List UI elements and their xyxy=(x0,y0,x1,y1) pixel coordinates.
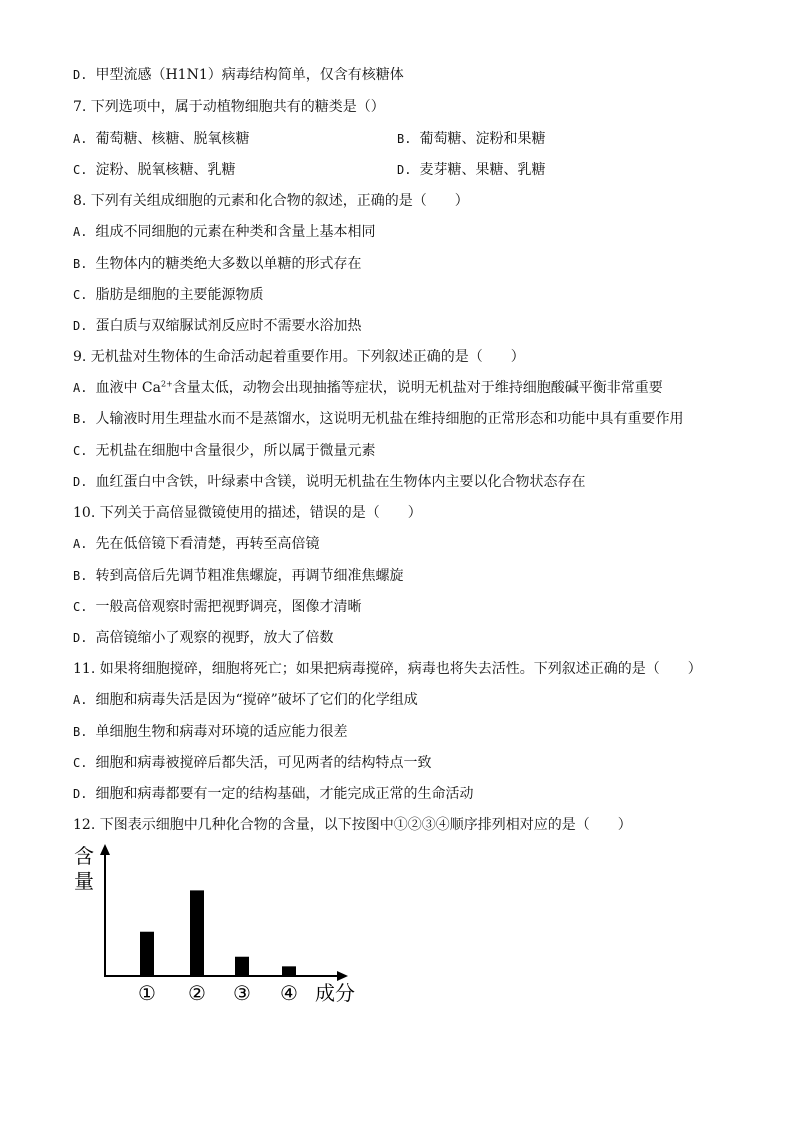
y-axis-label-char-2: 量 xyxy=(74,869,94,893)
question-9-option-a: A. 血液中 $Ca^{2+}$含量太低，动物会出现抽搐等症状，说明无机盐对于维持细胞酸碱平衡非常重要 xyxy=(73,379,663,396)
y-axis-label-char-1: 含 xyxy=(74,844,94,868)
x-tick-label-4: ④ xyxy=(280,981,298,1005)
question-10-option-a: A. 先在低倍镜下看清楚，再转至高倍镜 xyxy=(73,536,320,552)
question-8-option-d: D. 蛋白质与双缩脲试剂反应时不需要水浴加热 xyxy=(73,318,362,334)
question-11-stem: 11. 如果将细胞搅碎，细胞将死亡；如果把病毒搅碎，病毒也将失去活性。下列叙述正确的是（ ） xyxy=(73,661,702,677)
question-11-option-d: D. 细胞和病毒都要有一定的结构基础，才能完成正常的生命活动 xyxy=(73,786,474,802)
y-axis-arrow xyxy=(100,844,110,855)
x-tick-label-3: ③ xyxy=(233,981,251,1005)
bars-group xyxy=(140,890,296,975)
question-12-stem: 12. 下图表示细胞中几种化合物的含量，以下按图中①②③④顺序排列相对应的是（ ） xyxy=(73,817,632,833)
question-9-option-b: B. 人输液时用生理盐水而不是蒸馏水，这说明无机盐在维持细胞的正常形态和功能中具有重要作用 xyxy=(73,411,684,427)
x-tick-label-2: ② xyxy=(188,981,206,1005)
question-10-option-c: C. 一般高倍观察时需把视野调亮，图像才清晰 xyxy=(73,599,362,615)
question-9-stem: 9. 无机盐对生物体的生命活动起着重要作用。下列叙述正确的是（ ） xyxy=(73,349,525,365)
bar-2 xyxy=(190,890,204,975)
question-8-option-c: C. 脂肪是细胞的主要能源物质 xyxy=(73,287,264,303)
compound-content-bar-chart xyxy=(60,840,380,1015)
question-10-stem: 10. 下列关于高倍显微镜使用的描述，错误的是（ ） xyxy=(73,505,422,521)
question-7-option-c: C. 淀粉、脱氧核糖、乳糖 xyxy=(73,162,236,178)
question-8-option-b: B. 生物体内的糖类绝大多数以单糖的形式存在 xyxy=(73,256,362,272)
x-axis-arrow xyxy=(337,971,348,981)
x-axis-label: 成分 xyxy=(315,981,355,1005)
question-6-option-d: D. 甲型流感（H1N1）病毒结构简单，仅含有核糖体 xyxy=(73,67,404,83)
question-11-option-c: C. 细胞和病毒被搅碎后都失活，可见两者的结构特点一致 xyxy=(73,755,432,771)
x-tick-labels xyxy=(138,981,298,1005)
question-7-stem: 7. 下列选项中，属于动植物细胞共有的糖类是（） xyxy=(73,99,385,115)
question-11-option-b: B. 单细胞生物和病毒对环境的适应能力很差 xyxy=(73,724,348,740)
question-8-option-a: A. 组成不同细胞的元素在种类和含量上基本相同 xyxy=(73,224,376,240)
question-8-stem: 8. 下列有关组成细胞的元素和化合物的叙述，正确的是（ ） xyxy=(73,193,469,209)
question-9-option-c: C. 无机盐在细胞中含量很少，所以属于微量元素 xyxy=(73,443,376,459)
question-7-option-b: B. 葡萄糖、淀粉和果糖 xyxy=(397,131,546,147)
bar-3 xyxy=(235,957,249,975)
question-9-option-d: D. 血红蛋白中含铁，叶绿素中含镁，说明无机盐在生物体内主要以化合物状态存在 xyxy=(73,474,586,490)
question-7-option-d: D. 麦芽糖、果糖、乳糖 xyxy=(397,162,546,178)
bar-1 xyxy=(140,932,154,975)
question-7-option-a: A. 葡萄糖、核糖、脱氧核糖 xyxy=(73,131,250,147)
x-tick-label-1: ① xyxy=(138,981,156,1005)
bar-4 xyxy=(282,966,296,975)
question-10-option-b: B. 转到高倍后先调节粗准焦螺旋，再调节细准焦螺旋 xyxy=(73,568,404,584)
question-11-option-a: A. 细胞和病毒失活是因为“搅碎”破坏了它们的化学组成 xyxy=(73,692,418,708)
question-10-option-d: D. 高倍镜缩小了观察的视野，放大了倍数 xyxy=(73,630,334,646)
